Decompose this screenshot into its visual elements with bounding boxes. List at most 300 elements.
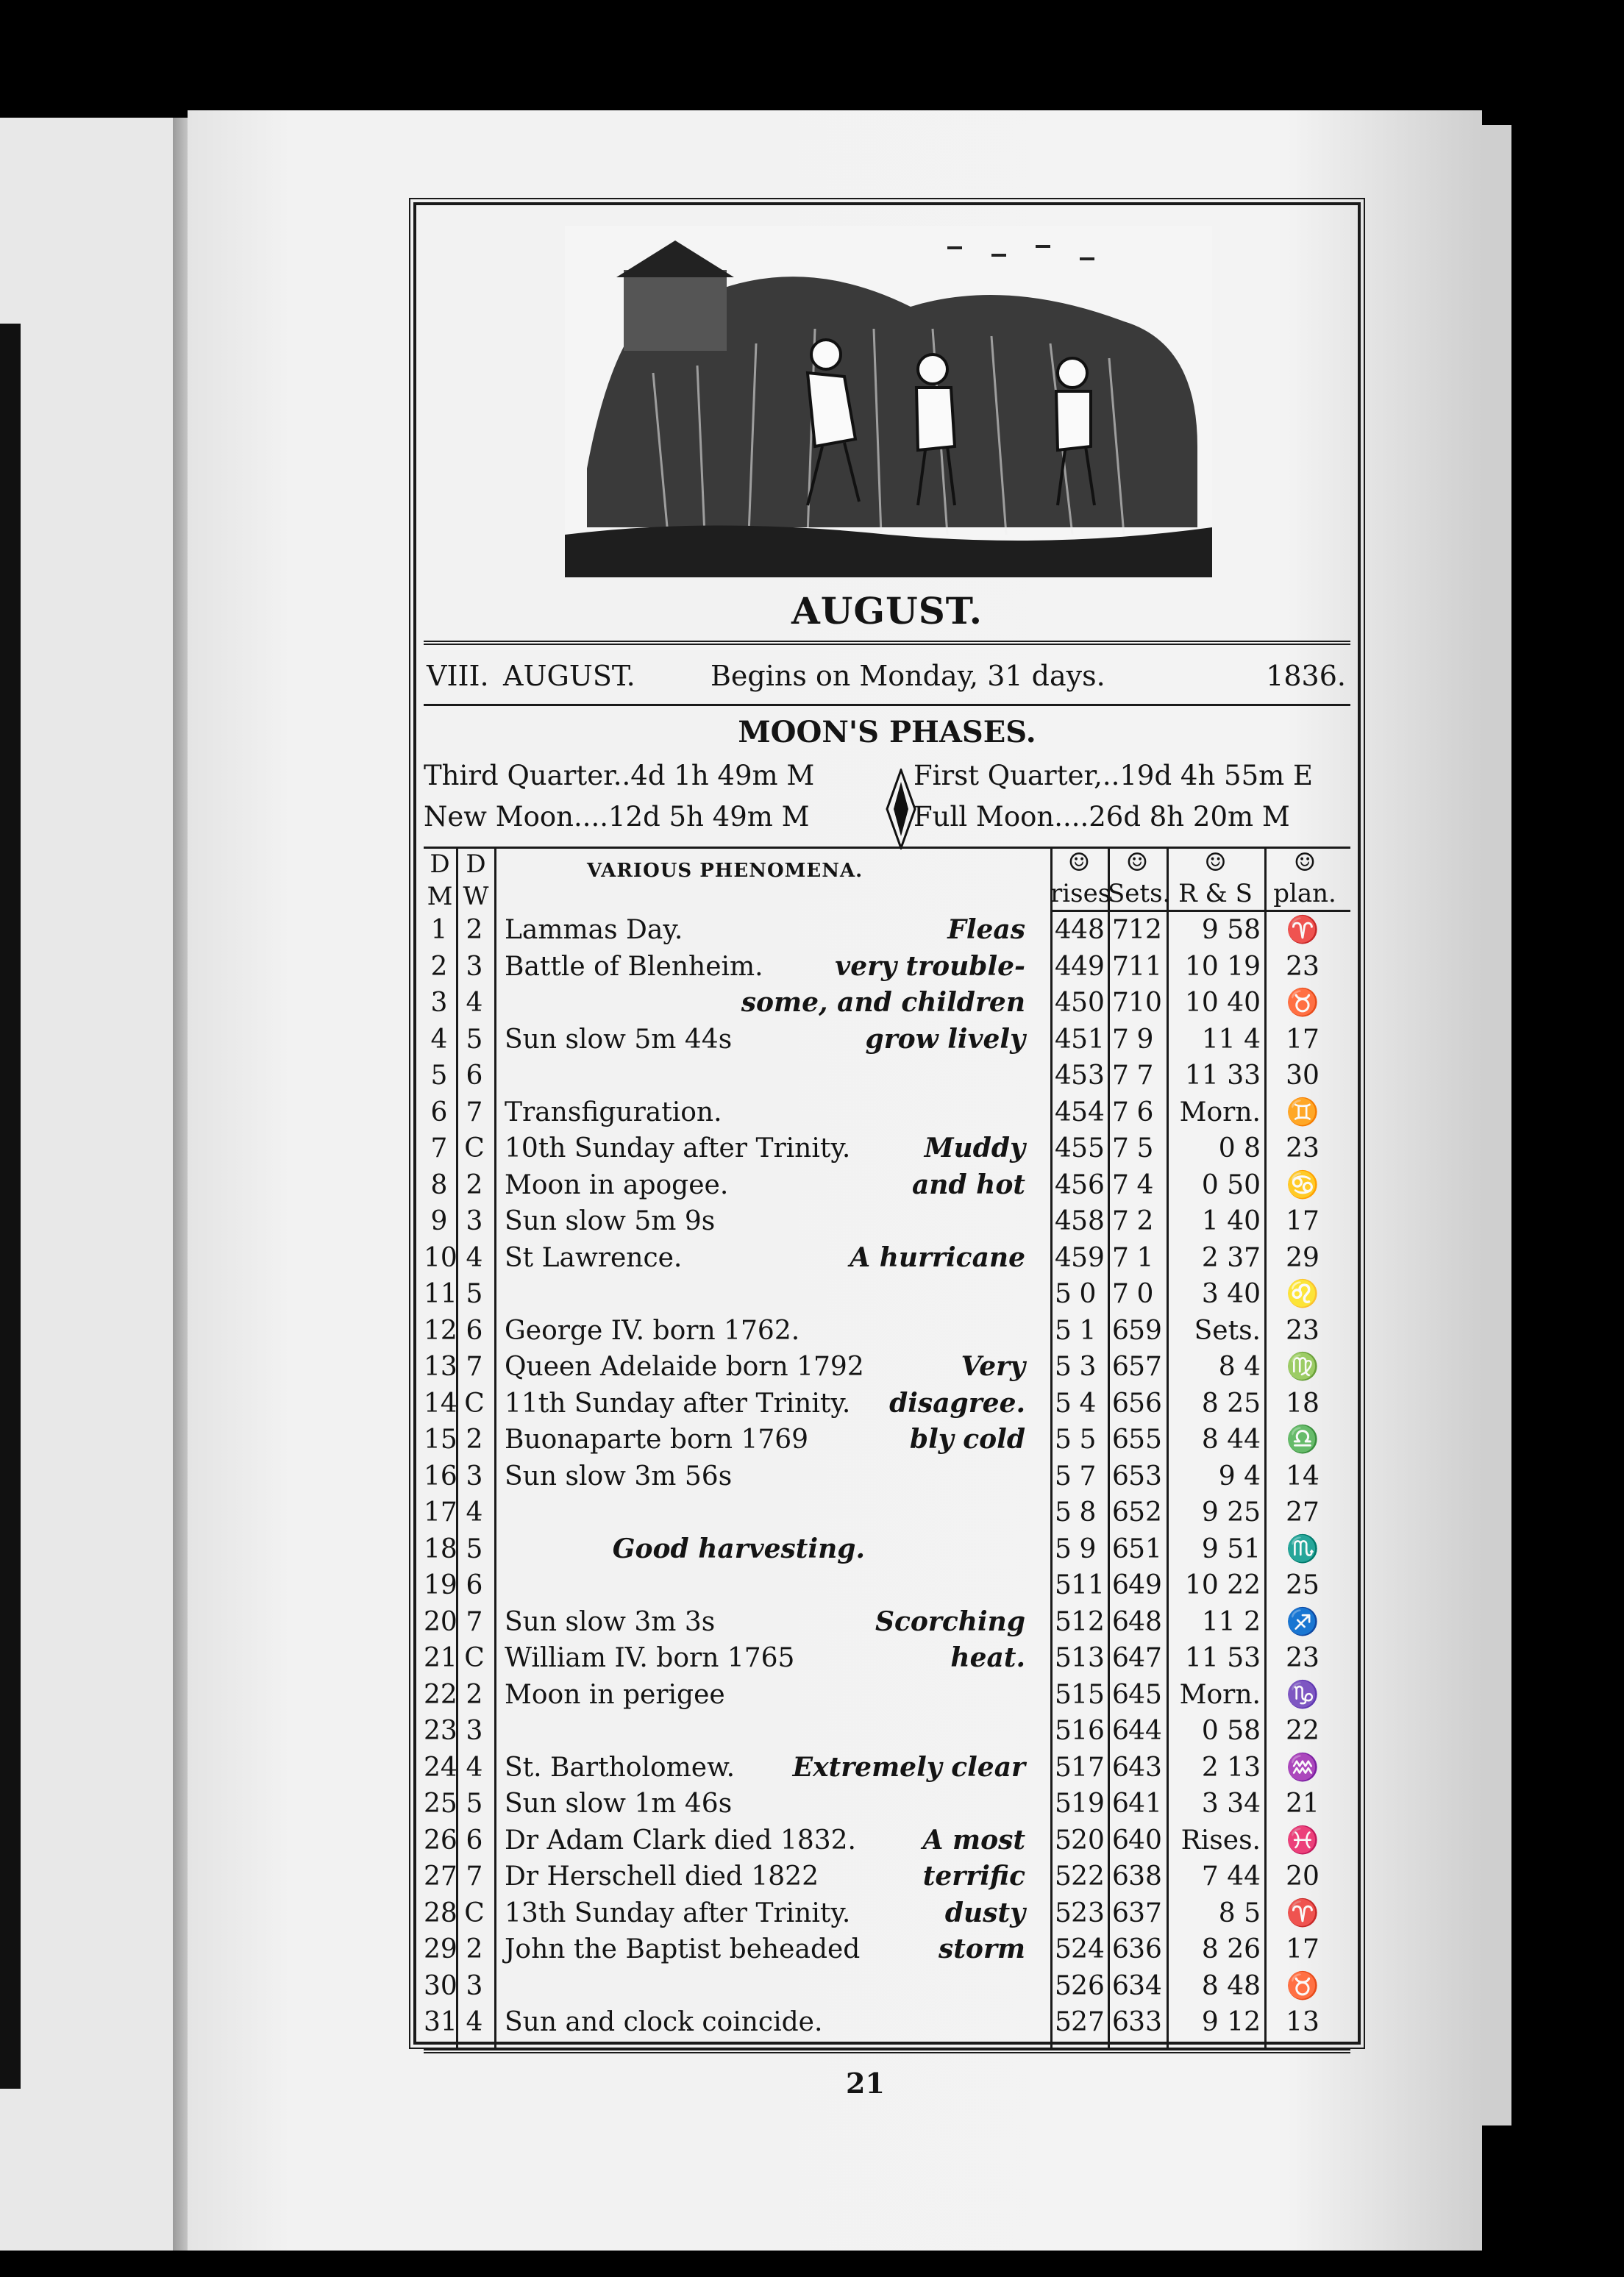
moon-place: 22 <box>1286 1716 1320 1746</box>
moon-place: ♎ <box>1286 1425 1320 1455</box>
day-of-month: 27 <box>424 1861 457 1892</box>
sun-set-hour: 6 <box>1112 1315 1129 1346</box>
sun-rise-minute: 49 <box>1071 951 1105 982</box>
event-text: Buonaparte born 1769 <box>505 1425 809 1455</box>
sun-rise-minute: 48 <box>1071 915 1105 945</box>
page-edge <box>1482 125 1511 2125</box>
sun-set-minute: 38 <box>1128 1861 1162 1892</box>
moon-rise-set: 8 5 <box>1218 1898 1261 1928</box>
sun-set-hour: 7 <box>1112 1279 1129 1309</box>
moon-place: 17 <box>1286 1934 1320 1964</box>
moon-face-icon: ☺ <box>1204 848 1227 877</box>
sun-set-minute: 51 <box>1128 1533 1162 1564</box>
moon-place: ♊ <box>1286 1097 1320 1127</box>
sun-rise-minute: 53 <box>1071 1061 1105 1091</box>
sun-rise-minute: 5 <box>1079 1425 1097 1455</box>
sun-rise-minute: 27 <box>1071 2007 1105 2037</box>
sun-set-hour: 6 <box>1112 1643 1129 1673</box>
sun-rise-minute: 58 <box>1071 1206 1105 1236</box>
sun-set-minute: 7 <box>1136 1061 1154 1091</box>
moon-rise-set: 1 40 <box>1201 1206 1261 1236</box>
phase-third-quarter: Third Quarter..4d 1h 49m M <box>424 760 815 791</box>
moon-rise-set: 8 26 <box>1201 1934 1261 1964</box>
day-of-month: 30 <box>424 1970 457 2001</box>
sun-rise-hour: 4 <box>1055 1169 1072 1200</box>
sun-set-hour: 6 <box>1112 1934 1129 1964</box>
moon-rise-set: Sets. <box>1194 1315 1261 1346</box>
sun-set-minute: 5 <box>1136 1133 1154 1164</box>
weather-text: dusty <box>944 1897 1025 1928</box>
day-of-week: 7 <box>466 1861 483 1892</box>
day-of-week: 5 <box>466 1789 483 1819</box>
day-of-week: 7 <box>466 1097 483 1127</box>
sun-set-minute: 0 <box>1136 1279 1154 1309</box>
sun-set-minute: 49 <box>1128 1570 1162 1600</box>
sun-set-hour: 6 <box>1112 1789 1129 1819</box>
event-text: St. Bartholomew. <box>505 1752 736 1783</box>
table-row <box>424 911 1350 949</box>
day-of-month: 24 <box>424 1752 457 1783</box>
day-of-month: 12 <box>424 1315 457 1346</box>
sun-rise-hour: 5 <box>1055 1388 1072 1419</box>
moon-rise-set: 9 4 <box>1218 1461 1261 1492</box>
sun-set-hour: 7 <box>1112 1024 1129 1055</box>
almanac-frame <box>413 202 1361 2045</box>
day-of-month: 5 <box>430 1061 448 1091</box>
sun-set-hour: 6 <box>1112 1570 1129 1600</box>
sun-rise-minute: 56 <box>1071 1169 1105 1200</box>
moon-rise-set: 7 44 <box>1201 1861 1261 1892</box>
moon-rise-set: 9 12 <box>1201 2007 1261 2037</box>
sun-rise-minute: 26 <box>1071 1970 1105 2001</box>
moon-rise-set: 11 33 <box>1184 1061 1261 1091</box>
event-text: Lammas Day. <box>505 915 683 945</box>
day-of-week: 5 <box>466 1533 483 1564</box>
moon-rise-set: 3 34 <box>1201 1789 1261 1819</box>
event-text: Sun slow 5m 9s <box>505 1206 716 1236</box>
table-row <box>424 1531 1350 1568</box>
moon-place: 27 <box>1286 1497 1320 1528</box>
moon-rise-set: 10 22 <box>1184 1570 1261 1600</box>
sun-set-minute: 1 <box>1136 1242 1154 1273</box>
sun-set-hour: 6 <box>1112 1497 1129 1528</box>
weather-text: storm <box>939 1934 1025 1964</box>
month-title: AUGUST. <box>791 589 983 632</box>
phase-first-quarter: First Quarter,..19d 4h 55m E <box>914 760 1313 791</box>
sun-set-hour: 6 <box>1112 1606 1129 1637</box>
sun-set-minute: 34 <box>1128 1970 1162 2001</box>
moon-rise-set: 2 37 <box>1201 1242 1261 1273</box>
day-of-month: 14 <box>424 1388 457 1419</box>
sun-rise-minute: 11 <box>1071 1570 1105 1600</box>
moon-place: ♉ <box>1286 1970 1320 2001</box>
table-row <box>424 984 1350 1022</box>
moon-place: 25 <box>1286 1570 1320 1600</box>
sun-rise-hour: 5 <box>1055 1970 1072 2001</box>
sun-rise-hour: 5 <box>1055 1825 1072 1856</box>
sun-rise-minute: 22 <box>1071 1861 1105 1892</box>
day-of-month: 7 <box>430 1133 448 1164</box>
sun-set-hour: 7 <box>1112 1169 1129 1200</box>
table-row <box>424 1567 1350 1604</box>
sun-set-minute: 48 <box>1128 1606 1162 1637</box>
day-of-week: 7 <box>466 1352 483 1382</box>
weather-text: Muddy <box>924 1133 1025 1164</box>
day-of-week: 6 <box>466 1315 483 1346</box>
day-of-week: 6 <box>466 1825 483 1856</box>
col-rs: R & S <box>1178 879 1253 908</box>
month-numeral: VIII. <box>427 660 489 692</box>
table-row <box>424 1749 1350 1786</box>
day-of-month: 15 <box>424 1425 457 1455</box>
moon-rise-set: 2 13 <box>1201 1752 1261 1783</box>
day-of-month: 29 <box>424 1934 457 1964</box>
sun-rise-hour: 5 <box>1055 1570 1072 1600</box>
sun-rise-hour: 4 <box>1055 988 1072 1018</box>
sun-rise-hour: 5 <box>1055 1352 1072 1382</box>
sun-set-minute: 47 <box>1128 1643 1162 1673</box>
table-row <box>424 1676 1350 1714</box>
day-of-week: 4 <box>466 988 483 1018</box>
table-row <box>424 1858 1350 1895</box>
day-of-month: 21 <box>424 1643 457 1673</box>
moon-place: 23 <box>1286 951 1320 982</box>
moon-rise-set: 11 4 <box>1201 1024 1261 1055</box>
table-row <box>424 1603 1350 1641</box>
table-row <box>424 1822 1350 1859</box>
day-of-week: 4 <box>466 2007 483 2037</box>
day-of-month: 13 <box>424 1352 457 1382</box>
table-row <box>424 1130 1350 1167</box>
sun-rise-hour: 5 <box>1055 1279 1072 1309</box>
sun-rise-minute: 55 <box>1071 1133 1105 1164</box>
day-of-month: 28 <box>424 1898 457 1928</box>
sun-set-hour: 7 <box>1112 988 1129 1018</box>
sun-set-minute: 4 <box>1136 1169 1154 1200</box>
sun-set-hour: 6 <box>1112 1861 1129 1892</box>
sun-rise-minute: 24 <box>1071 1934 1105 1964</box>
day-of-week: 3 <box>466 1716 483 1746</box>
moon-place: ♋ <box>1286 1169 1320 1200</box>
day-of-month: 25 <box>424 1789 457 1819</box>
sun-rise-minute: 1 <box>1079 1315 1097 1346</box>
sun-rise-minute: 7 <box>1079 1461 1097 1492</box>
sun-rise-hour: 5 <box>1055 1716 1072 1746</box>
table-row <box>424 1458 1350 1495</box>
moon-place: ♉ <box>1286 988 1320 1018</box>
sun-set-minute: 56 <box>1128 1388 1162 1419</box>
sun-set-hour: 7 <box>1112 1242 1129 1273</box>
divider <box>424 641 1350 645</box>
table-row <box>424 1348 1350 1386</box>
moon-rise-set: 3 40 <box>1201 1279 1261 1309</box>
sun-set-hour: 7 <box>1112 1206 1129 1236</box>
weather-text: grow lively <box>865 1023 1025 1055</box>
weather-text: disagree. <box>889 1387 1025 1419</box>
sun-rise-hour: 4 <box>1055 1097 1072 1127</box>
day-of-week: 4 <box>466 1242 483 1273</box>
phase-new-moon: New Moon....12d 5h 49m M <box>424 801 810 833</box>
event-text: John the Baptist beheaded <box>505 1934 861 1964</box>
moon-place: ♒ <box>1286 1752 1320 1783</box>
day-of-month: 26 <box>424 1825 457 1856</box>
sun-rise-hour: 4 <box>1055 1133 1072 1164</box>
day-of-week: 5 <box>466 1024 483 1055</box>
moon-rise-set: 9 58 <box>1201 915 1261 945</box>
table-row <box>424 1202 1350 1240</box>
weather-text: Scorching <box>875 1606 1025 1637</box>
sun-rise-hour: 5 <box>1055 1898 1072 1928</box>
moon-rise-set: 0 8 <box>1218 1133 1261 1164</box>
diamond-ornament-icon <box>886 769 916 849</box>
col-phenomena: VARIOUS PHENOMENA. <box>587 860 863 882</box>
weather-text: Fleas <box>947 914 1025 945</box>
day-of-month: 18 <box>424 1533 457 1564</box>
table-row <box>424 1421 1350 1458</box>
phase-full-moon: Full Moon....26d 8h 20m M <box>914 801 1290 833</box>
table-row <box>424 948 1350 986</box>
weather-text: A most <box>922 1824 1025 1856</box>
sun-set-hour: 7 <box>1112 915 1129 945</box>
sun-rise-minute: 0 <box>1079 1279 1097 1309</box>
weather-text: Very <box>961 1351 1025 1382</box>
sun-set-minute: 11 <box>1128 951 1162 982</box>
day-of-week: 2 <box>466 1934 483 1964</box>
moon-rise-set: 11 53 <box>1184 1643 1261 1673</box>
moon-place: ♍ <box>1286 1352 1320 1382</box>
sun-set-minute: 45 <box>1128 1679 1162 1710</box>
day-of-week: C <box>464 1133 485 1164</box>
day-of-month: 11 <box>424 1279 457 1309</box>
sun-rise-hour: 5 <box>1055 1606 1072 1637</box>
moon-rise-set: 10 19 <box>1184 951 1261 982</box>
day-of-month: 22 <box>424 1679 457 1710</box>
sun-rise-hour: 5 <box>1055 1497 1072 1528</box>
moon-place: 18 <box>1286 1388 1320 1419</box>
moon-place: 20 <box>1286 1861 1320 1892</box>
day-of-week: C <box>464 1388 485 1419</box>
table-row <box>424 1494 1350 1531</box>
moon-place: 30 <box>1286 1061 1320 1091</box>
weather-text: very trouble- <box>835 950 1025 982</box>
day-of-week: 2 <box>466 915 483 945</box>
moon-place: 17 <box>1286 1206 1320 1236</box>
col-dm-top: D <box>430 849 450 879</box>
col-dw-top: D <box>466 849 486 879</box>
sun-set-hour: 7 <box>1112 1061 1129 1091</box>
sun-rise-minute: 13 <box>1071 1643 1105 1673</box>
moon-place: ♈ <box>1286 915 1320 945</box>
event-text: George IV. born 1762. <box>505 1315 800 1346</box>
sun-set-minute: 53 <box>1128 1461 1162 1492</box>
weather-text: terrific <box>922 1861 1025 1892</box>
sun-set-minute: 44 <box>1128 1716 1162 1746</box>
sun-face-icon: ☺ <box>1067 848 1091 877</box>
col-sets: Sets. <box>1108 879 1171 908</box>
sun-set-minute: 6 <box>1136 1097 1154 1127</box>
sun-set-hour: 6 <box>1112 1752 1129 1783</box>
table-row <box>424 1639 1350 1677</box>
facing-page <box>0 118 173 2251</box>
sun-rise-minute: 4 <box>1079 1388 1097 1419</box>
moon-place: 21 <box>1286 1789 1320 1819</box>
sun-set-minute: 37 <box>1128 1898 1162 1928</box>
moon-rise-set: 8 25 <box>1201 1388 1261 1419</box>
event-text: Moon in perigee <box>505 1679 725 1710</box>
sun-rise-hour: 5 <box>1055 1752 1072 1783</box>
event-text: Battle of Blenheim. <box>505 951 763 982</box>
sun-rise-hour: 5 <box>1055 1533 1072 1564</box>
sun-rise-hour: 4 <box>1055 1206 1072 1236</box>
day-of-month: 3 <box>430 988 448 1018</box>
sun-rise-minute: 51 <box>1071 1024 1105 1055</box>
event-text: Queen Adelaide born 1792 <box>505 1352 864 1382</box>
day-of-month: 19 <box>424 1570 457 1600</box>
sun-set-hour: 6 <box>1112 1825 1129 1856</box>
day-of-month: 20 <box>424 1606 457 1637</box>
moon-rise-set: 11 2 <box>1201 1606 1261 1637</box>
table-row <box>424 1021 1350 1058</box>
event-text: Sun and clock coincide. <box>505 2007 823 2037</box>
sun-rise-minute: 17 <box>1071 1752 1105 1783</box>
event-text: 11th Sunday after Trinity. <box>505 1388 851 1419</box>
moon-place: 13 <box>1286 2007 1320 2037</box>
sun-rise-hour: 5 <box>1055 1679 1072 1710</box>
sun-rise-hour: 4 <box>1055 915 1072 945</box>
sun-set-minute: 9 <box>1136 1024 1154 1055</box>
event-text: 10th Sunday after Trinity. <box>505 1133 851 1164</box>
day-of-month: 9 <box>430 1206 448 1236</box>
moon-place: ♏ <box>1286 1533 1320 1564</box>
sun-set-hour: 6 <box>1112 1388 1129 1419</box>
event-text: St Lawrence. <box>505 1242 683 1273</box>
sun-rise-hour: 5 <box>1055 1861 1072 1892</box>
sun-rise-minute: 16 <box>1071 1716 1105 1746</box>
sun-set-minute: 12 <box>1128 915 1162 945</box>
table-row <box>424 1094 1350 1131</box>
moon-place: ♌ <box>1286 1279 1320 1309</box>
day-of-week: 7 <box>466 1606 483 1637</box>
sun-rise-hour: 5 <box>1055 1315 1072 1346</box>
sun-set-minute: 2 <box>1136 1206 1154 1236</box>
sun-set-hour: 7 <box>1112 1133 1129 1164</box>
moon-place: 29 <box>1286 1242 1320 1273</box>
sun-rise-minute: 59 <box>1071 1242 1105 1273</box>
sun-set-minute: 40 <box>1128 1825 1162 1856</box>
weather-text: A hurricane <box>850 1241 1025 1273</box>
sun-set-hour: 6 <box>1112 1352 1129 1382</box>
moon-place: 23 <box>1286 1133 1320 1164</box>
table-row <box>424 1967 1350 2005</box>
moon-place: 17 <box>1286 1024 1320 1055</box>
weather-text: Extremely clear <box>792 1751 1025 1783</box>
sun-set-minute: 36 <box>1128 1934 1162 1964</box>
sun-set-minute: 41 <box>1128 1789 1162 1819</box>
year: 1836. <box>1266 660 1346 692</box>
table-row <box>424 1385 1350 1422</box>
month-name: AUGUST. <box>503 660 635 692</box>
sun-rise-minute: 20 <box>1071 1825 1105 1856</box>
sun-set-minute: 43 <box>1128 1752 1162 1783</box>
sun-rise-hour: 5 <box>1055 1461 1072 1492</box>
moon-rise-set: Morn. <box>1179 1679 1261 1710</box>
event-text: Sun slow 3m 3s <box>505 1606 716 1637</box>
sun-set-minute: 52 <box>1128 1497 1162 1528</box>
sun-rise-minute: 8 <box>1079 1497 1097 1528</box>
weather-text: heat. <box>950 1642 1025 1673</box>
sun-rise-hour: 4 <box>1055 1024 1072 1055</box>
day-of-week: 6 <box>466 1061 483 1091</box>
col-dw-bottom: W <box>463 882 489 911</box>
sun-rise-minute: 50 <box>1071 988 1105 1018</box>
event-text: William IV. born 1765 <box>505 1643 795 1673</box>
sun-rise-hour: 4 <box>1055 1242 1072 1273</box>
day-of-month: 23 <box>424 1716 457 1746</box>
day-of-month: 6 <box>430 1097 448 1127</box>
sun-rise-minute: 23 <box>1071 1898 1105 1928</box>
sun-rise-hour: 5 <box>1055 1789 1072 1819</box>
moon-place: ♈ <box>1286 1898 1320 1928</box>
sun-rise-hour: 5 <box>1055 1643 1072 1673</box>
event-text: Transfiguration. <box>505 1097 722 1127</box>
moon-rise-set: Morn. <box>1179 1097 1261 1127</box>
day-of-week: C <box>464 1643 485 1673</box>
day-of-week: 5 <box>466 1279 483 1309</box>
moon-rise-set: 8 4 <box>1218 1352 1261 1382</box>
day-of-week: 3 <box>466 1461 483 1492</box>
divider <box>424 704 1350 706</box>
moon-rise-set: 10 40 <box>1184 988 1261 1018</box>
day-of-month: 17 <box>424 1497 457 1528</box>
sun-rise-minute: 54 <box>1071 1097 1105 1127</box>
moon-rise-set: 9 51 <box>1201 1533 1261 1564</box>
day-of-week: 6 <box>466 1570 483 1600</box>
table-row <box>424 1275 1350 1313</box>
day-of-week: 4 <box>466 1752 483 1783</box>
moon-place: ♑ <box>1286 1679 1320 1710</box>
sun-set-hour: 7 <box>1112 951 1129 982</box>
sun-set-minute: 59 <box>1128 1315 1162 1346</box>
moon-rise-set: 8 44 <box>1201 1425 1261 1455</box>
table-row <box>424 1057 1350 1094</box>
sun-rise-minute: 15 <box>1071 1679 1105 1710</box>
day-of-week: 3 <box>466 1206 483 1236</box>
col-dm-bottom: M <box>427 882 453 911</box>
day-of-week: 3 <box>466 1970 483 2001</box>
day-of-month: 1 <box>430 915 448 945</box>
sun-set-hour: 6 <box>1112 1533 1129 1564</box>
sun-rise-minute: 12 <box>1071 1606 1105 1637</box>
event-text: Dr Adam Clark died 1832. <box>505 1825 857 1856</box>
moon-phases-title: MOON'S PHASES. <box>738 715 1036 749</box>
sun-set-hour: 6 <box>1112 1716 1129 1746</box>
sun-set-hour: 6 <box>1112 2007 1129 2037</box>
table-row <box>424 1239 1350 1277</box>
day-of-week: 3 <box>466 951 483 982</box>
weather-text: some, and children <box>741 987 1025 1018</box>
moon-face-icon: ☺ <box>1293 848 1317 877</box>
moon-place: ♐ <box>1286 1606 1320 1637</box>
sun-rise-hour: 5 <box>1055 2007 1072 2037</box>
sun-set-minute: 55 <box>1128 1425 1162 1455</box>
moon-place: ♓ <box>1286 1825 1320 1856</box>
day-of-month: 10 <box>424 1242 457 1273</box>
moon-rise-set: 0 50 <box>1201 1169 1261 1200</box>
weather-text: and hot <box>911 1169 1025 1200</box>
weather-text: bly cold <box>909 1424 1025 1455</box>
table-row <box>424 1785 1350 1822</box>
sun-set-minute: 57 <box>1128 1352 1162 1382</box>
